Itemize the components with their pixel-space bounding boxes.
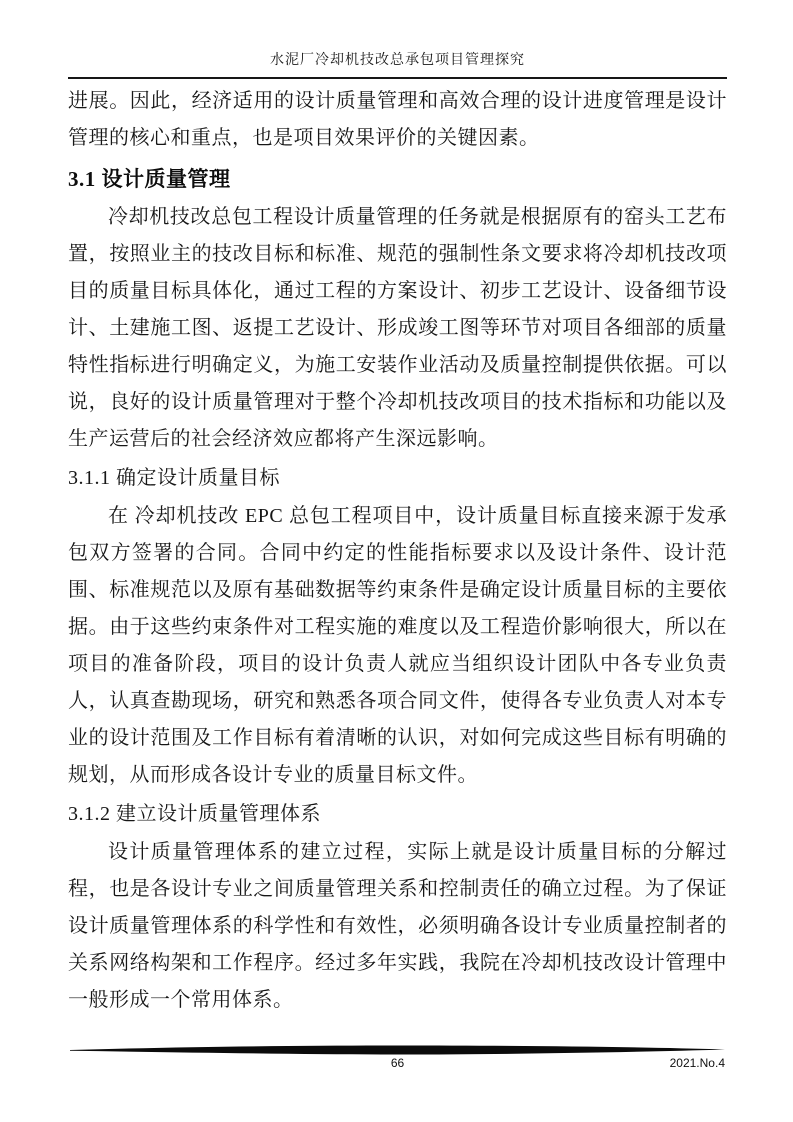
footer-row: [68, 1056, 727, 1074]
page-number: 66: [390, 1056, 405, 1070]
paragraph-quality-system: 设计质量管理体系的建立过程，实际上就是设计质量目标的分解过程，也是各设计专业之间质量管理关系和控制责任的确立过程。为了保证设计质量管理体系的科学性和有效性，必须明确各设计专业质量控制者的关系网络构架和工作程序。经过多年实践，我院在冷却机技改设计管理中一般形成一个常用体系。: [68, 841, 727, 1011]
issue-label: 2021.No.4: [669, 1056, 725, 1070]
subsection-heading-3-1-2: 3.1.2 建立设计质量管理体系: [68, 803, 321, 825]
section-heading-3-1: 3.1 设计质量管理: [68, 167, 231, 191]
page-header: [68, 0, 727, 79]
paragraph-continuation: 进展。因此，经济适用的设计质量管理和高效合理的设计进度管理是设计管理的核心和重点，也是项目效果评价的关键因素。: [68, 90, 727, 149]
footer-rule: [68, 1044, 727, 1056]
paragraph-quality-goal: 在 冷却机技改 EPC 总包工程项目中，设计质量目标直接来源于发承包双方签署的合同。合同中约定的性能指标要求以及设计条件、设计范围、标准规范以及原有基础数据等约束条件是确定设计质量目标的主要依据。由于这些约束条件对工程实施的难度以及工程造价影响很大，所以在项目的准备阶段，项目的设计负责人就应当组织设计团队中各专业负责人，认真查勘现场，研究和熟悉各项合同文件，使得各专业负责人对本专业的设计范围及工作目标有着清晰的认识，对如何完成这些目标有明确的规划，从而形成各设计专业的质量目标文件。: [68, 505, 727, 786]
subsection-heading-3-1-1: 3.1.1 确定设计质量目标: [68, 467, 280, 489]
paragraph-design-quality-task: 冷却机技改总包工程设计质量管理的任务就是根据原有的窑头工艺布置，按照业主的技改目标和标准、规范的强制性条文要求将冷却机技改项目的质量目标具体化，通过工程的方案设计、初步工艺设计、设备细节设计、土建施工图、返提工艺设计、形成竣工图等环节对项目各细部的质量特性指标进行明确定义，为施工安装作业活动及质量控制提供依据。可以说，良好的设计质量管理对于整个冷却机技改项目的技术指标和功能以及生产运营后的社会经济效应都将产生深远影响。: [68, 206, 727, 450]
page-body: [68, 83, 727, 1019]
page-footer: [68, 1044, 727, 1074]
running-head-title: 水泥厂冷却机技改总承包项目管理探究: [270, 53, 525, 68]
